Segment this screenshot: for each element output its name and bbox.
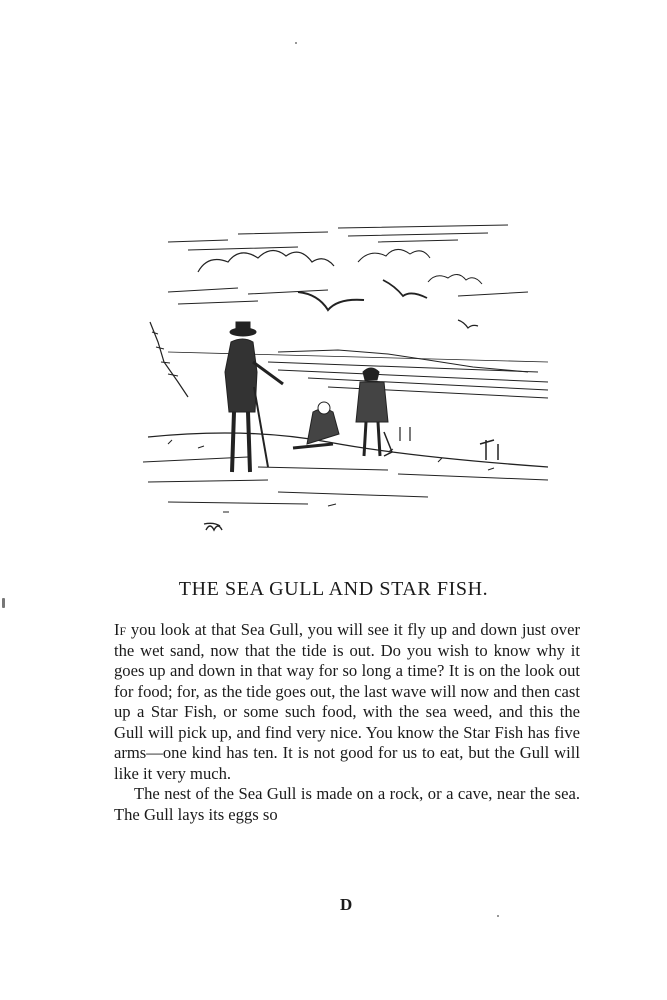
- engraving-image: [128, 212, 558, 542]
- paragraph-1: [114, 620, 580, 784]
- signature-mark: D: [340, 895, 353, 914]
- paragraph-1-text: you look at that Sea Gull, you will see it fly up and down just over the wet sand, now that the tide is out. Do you wish to know why it goes up and down in that way for so long a time? It is on the look out for food; for, as the tide goes out, the last wave will now and then cast up a Star Fish, or some such food, with the sea weed, and this the Gull will pick up, and find very nice. You know the Star Fish has five arms—one kind has ten. It is not good for us to eat, but the Gull will like it very much.: [114, 620, 580, 783]
- paragraph-2: The nest of the Sea Gull is made on a rock, or a cave, near the sea. The Gull lays its eggs so: [114, 784, 580, 824]
- body-text: [114, 620, 580, 825]
- paper-speck: [295, 42, 297, 44]
- paper-speck: [497, 915, 499, 917]
- chapter-title: THE SEA GULL AND STAR FISH.: [178, 578, 489, 600]
- beach-illustration: [128, 212, 558, 542]
- paragraph-initial: If: [114, 620, 127, 639]
